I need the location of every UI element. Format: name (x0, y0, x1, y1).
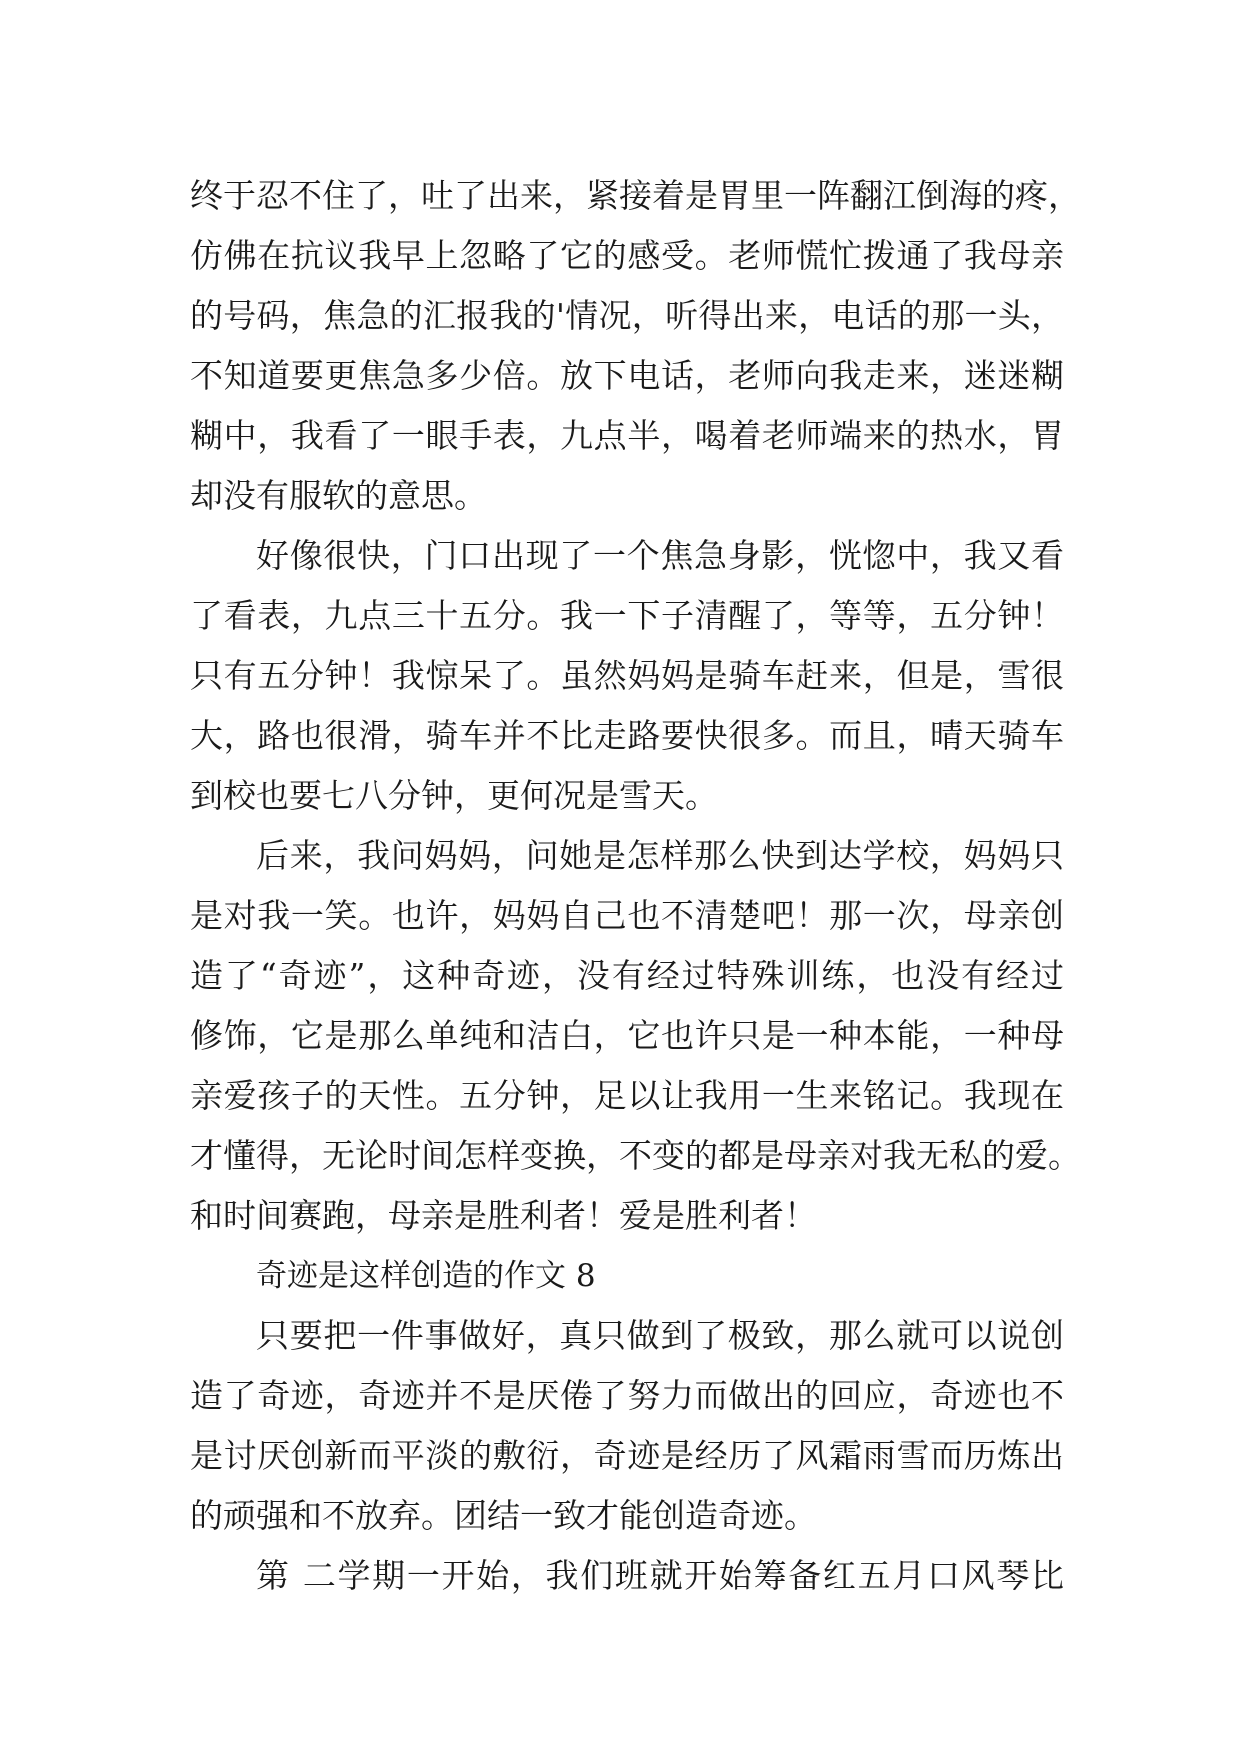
paragraph-5 (190, 1546, 1064, 1606)
text-line: 糊中，我看了一眼手表，九点半，喝着老师端来的热水，胃 (190, 416, 1064, 455)
text-line: 却没有服软的意思。 (190, 476, 487, 515)
section-heading: 奇迹是这样创造的作文 8 (256, 1258, 596, 1294)
text-line: 到校也要七八分钟，更何况是雪天。 (190, 776, 718, 815)
text-line: 仿佛在抗议我早上忽略了它的感受。老师慌忙拨通了我母亲 (190, 236, 1064, 275)
text-line: 的号码，焦急的汇报我的'情况，听得出来，电话的那一头， (190, 296, 1064, 335)
text-line: 修饰，它是那么单纯和洁白，它也许只是一种本能，一种母 (190, 1016, 1064, 1055)
text-line: 造了“奇迹”，这种奇迹，没有经过特殊训练，也没有经过 (190, 956, 1064, 995)
text-line: 不知道要更焦急多少倍。放下电话，老师向我走来，迷迷糊 (190, 356, 1064, 395)
text-line: 是对我一笑。也许，妈妈自己也不清楚吧！那一次，母亲创 (190, 896, 1064, 935)
paragraph-1 (190, 166, 1081, 526)
text-line: 后来，我问妈妈，问她是怎样那么快到达学校，妈妈只 (256, 836, 1064, 875)
text-line: 才懂得，无论时间怎样变换，不变的都是母亲对我无私的爱。 (190, 1136, 1081, 1175)
paragraph-4 (190, 1306, 1064, 1546)
text-line: 的顽强和不放弃。团结一致才能创造奇迹。 (190, 1496, 817, 1535)
text-line: 终于忍不住了，吐了出来，紧接着是胃里一阵翻江倒海的疼， (190, 176, 1081, 215)
text-line: 只有五分钟！我惊呆了。虽然妈妈是骑车赶来，但是，雪很 (190, 656, 1064, 695)
paragraph-3 (190, 826, 1081, 1246)
text-line: 是讨厌创新而平淡的敷衍，奇迹是经历了风霜雨雪而历炼出 (190, 1436, 1064, 1475)
text-line: 亲爱孩子的天性。五分钟，足以让我用一生来铭记。我现在 (190, 1076, 1064, 1115)
document-body (190, 166, 1081, 1606)
text-line: 大，路也很滑，骑车并不比走路要快很多。而且，晴天骑车 (190, 716, 1064, 755)
text-line: 只要把一件事做好，真只做到了极致，那么就可以说创 (256, 1316, 1064, 1355)
text-line: 造了奇迹，奇迹并不是厌倦了努力而做出的回应，奇迹也不 (190, 1376, 1064, 1415)
text-line: 了看表，九点三十五分。我一下子清醒了，等等，五分钟！ (190, 596, 1064, 635)
text-line: 好像很快，门口出现了一个焦急身影，恍惚中，我又看 (256, 536, 1064, 575)
text-line: 第 二学期一开始，我们班就开始筹备红五月口风琴比 (256, 1556, 1064, 1595)
paragraph-2 (190, 526, 1064, 826)
text-line: 和时间赛跑，母亲是胜利者！爱是胜利者！ (190, 1196, 817, 1235)
